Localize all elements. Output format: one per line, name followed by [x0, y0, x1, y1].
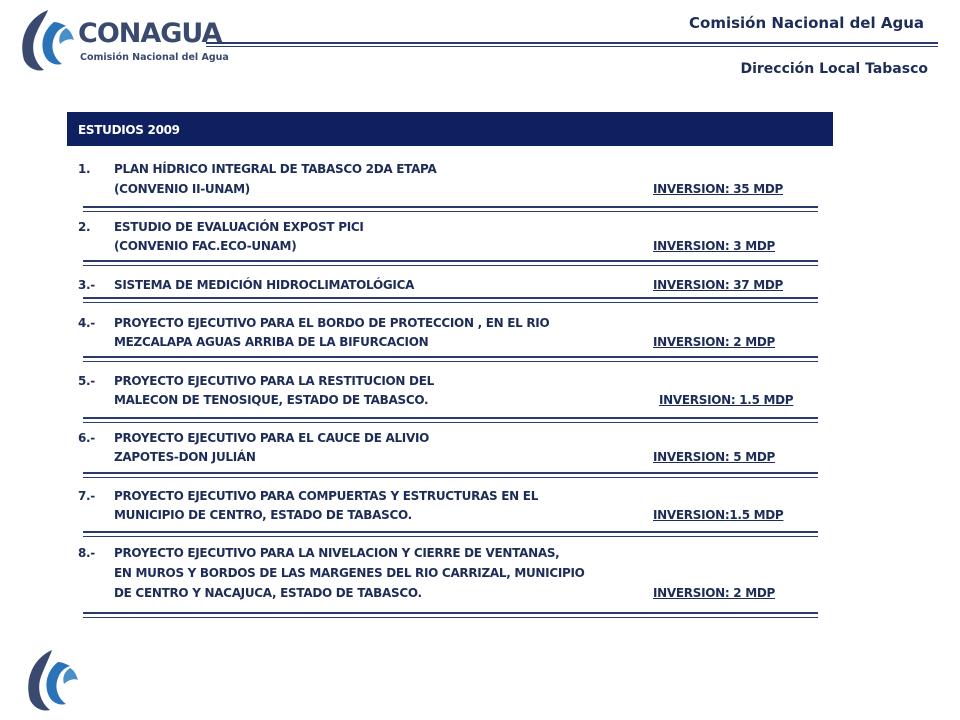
study-separator [83, 472, 818, 478]
study-separator [83, 531, 818, 537]
study-investment: INVERSION: 2 MDP [653, 586, 775, 600]
study-title-line: ESTUDIO DE EVALUACIÓN EXPOST PICI [114, 220, 364, 234]
study-separator [83, 297, 818, 303]
study-investment: INVERSION:1.5 MDP [653, 508, 784, 522]
study-separator [83, 612, 818, 618]
study-title-line: PROYECTO EJECUTIVO PARA COMPUERTAS Y ESTRUCTURAS EN EL [114, 489, 539, 503]
study-investment: INVERSION: 2 MDP [653, 335, 775, 349]
study-number: 7.- [78, 489, 95, 503]
study-title-line: PROYECTO EJECUTIVO PARA EL CAUCE DE ALIVIO [114, 431, 430, 445]
study-title-line: SISTEMA DE MEDICIÓN HIDROCLIMATOLÓGICA [114, 278, 415, 292]
header-divider-thin [206, 46, 938, 47]
study-title-line: PROYECTO EJECUTIVO PARA LA NIVELACION Y CIERRE DE VENTANAS, [114, 546, 560, 560]
conagua-swoosh-icon [14, 8, 76, 72]
section-header-bar [67, 112, 833, 146]
logo-subtitle: Comisión Nacional del Agua [80, 52, 229, 63]
study-investment: INVERSION: 1.5 MDP [659, 393, 794, 407]
organization-name: Comisión Nacional del Agua [689, 14, 924, 32]
study-separator [83, 417, 818, 423]
study-title-line: MALECON DE TENOSIQUE, ESTADO DE TABASCO. [114, 393, 429, 407]
study-number: 3.- [78, 278, 95, 292]
study-separator [83, 206, 818, 212]
study-title-line: (CONVENIO FAC.ECO-UNAM) [114, 239, 297, 253]
office-name: Dirección Local Tabasco [740, 61, 928, 77]
study-title-line: ZAPOTES-DON JULIÁN [114, 450, 256, 464]
section-title: ESTUDIOS 2009 [78, 123, 180, 137]
study-investment: INVERSION: 35 MDP [653, 182, 784, 196]
study-title-line: MUNICIPIO DE CENTRO, ESTADO DE TABASCO. [114, 508, 412, 522]
study-title-line: DE CENTRO Y NACAJUCA, ESTADO DE TABASCO. [114, 586, 422, 600]
study-number: 1. [78, 162, 91, 176]
study-title-line: PLAN HÍDRICO INTEGRAL DE TABASCO 2DA ETAPA [114, 162, 437, 176]
study-investment: INVERSION: 3 MDP [653, 239, 775, 253]
header-divider [206, 42, 938, 44]
study-number: 5.- [78, 374, 95, 388]
logo-name: CONAGUA [78, 18, 222, 49]
study-title-line: EN MUROS Y BORDOS DE LAS MARGENES DEL RIO CARRIZAL, MUNICIPIO [114, 566, 585, 580]
study-title-line: PROYECTO EJECUTIVO PARA LA RESTITUCION DEL [114, 374, 434, 388]
study-number: 2. [78, 220, 91, 234]
study-title-line: PROYECTO EJECUTIVO PARA EL BORDO DE PROTECCION , EN EL RIO [114, 316, 550, 330]
study-separator [83, 356, 818, 362]
study-number: 8.- [78, 546, 95, 560]
study-number: 4.- [78, 316, 95, 330]
conagua-logo [14, 8, 229, 72]
study-separator [83, 260, 818, 266]
study-investment: INVERSION: 5 MDP [653, 450, 775, 464]
study-title-line: MEZCALAPA AGUAS ARRIBA DE LA BIFURCACION [114, 335, 429, 349]
conagua-footer-swoosh-icon [22, 648, 78, 712]
study-number: 6.- [78, 431, 95, 445]
study-investment: INVERSION: 37 MDP [653, 278, 784, 292]
study-title-line: (CONVENIO II-UNAM) [114, 182, 250, 196]
